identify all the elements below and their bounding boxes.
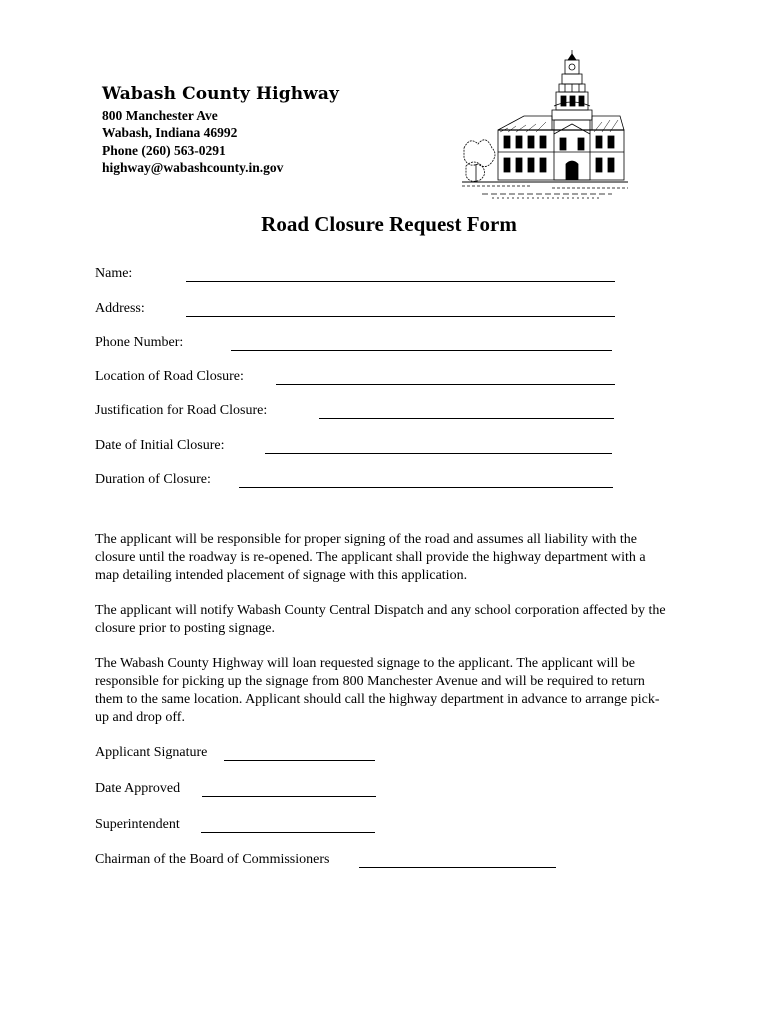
- date-approved-line[interactable]: [202, 796, 376, 797]
- applicant-signature-line[interactable]: [224, 760, 375, 761]
- terms-text-signage: The Wabash County Highway will loan requested signage to the applicant. The applicant will be responsible for picking up the signage from 800 Manchester Avenue and will be required to return them to the same location. Applicant should call the highway department in advance to arrange pick-up and drop off.: [95, 656, 660, 725]
- courthouse-illustration-icon: [462, 48, 628, 202]
- initial-closure-date-input-line[interactable]: [265, 453, 612, 454]
- date-approved-label: Date Approved: [95, 781, 181, 796]
- terms-text-liability: The applicant will be responsible for proper signing of the road and assumes all liability with the closure until the roadway is re-opened. The applicant shall provide the highway department with a map detailing intended placement of signage with this application.: [95, 532, 646, 583]
- closure-duration-label: Duration of Closure:: [95, 472, 211, 487]
- email-address: highway@wabashcounty.in.gov: [102, 160, 284, 175]
- address-input-line[interactable]: [186, 316, 615, 317]
- phone-number-field[interactable]: [95, 335, 625, 355]
- address-line-1: 800 Manchester Ave: [102, 108, 218, 123]
- address-label: Address:: [95, 301, 145, 316]
- justification-input-line[interactable]: [319, 418, 614, 419]
- location-input-line[interactable]: [276, 384, 615, 385]
- chairman-signature-field[interactable]: [95, 852, 565, 872]
- name-label: Name:: [95, 266, 133, 281]
- superintendent-label: Superintendent: [95, 817, 180, 832]
- initial-closure-date-label: Date of Initial Closure:: [95, 438, 225, 453]
- form-title: Road Closure Request Form: [261, 212, 517, 236]
- org-name: Wabash County Highway: [102, 84, 340, 104]
- chairman-label: Chairman of the Board of Commissioners: [95, 852, 330, 867]
- applicant-signature-label: Applicant Signature: [95, 745, 208, 760]
- phone-number: Phone (260) 563-0291: [102, 143, 226, 158]
- terms-text-notify: The applicant will notify Wabash County Central Dispatch and any school corporation affected by the closure prior to posting signage.: [95, 603, 666, 636]
- applicant-signature-field[interactable]: [95, 745, 385, 765]
- superintendent-line[interactable]: [201, 832, 375, 833]
- initial-closure-date-field[interactable]: [95, 438, 625, 458]
- date-approved-field[interactable]: [95, 781, 385, 801]
- phone-number-input-line[interactable]: [231, 350, 612, 351]
- superintendent-field[interactable]: [95, 817, 385, 837]
- closure-duration-input-line[interactable]: [239, 487, 613, 488]
- name-field[interactable]: [95, 266, 625, 286]
- terms-paragraph-signage: [95, 655, 670, 727]
- justification-field[interactable]: [95, 403, 625, 423]
- address-field[interactable]: [95, 301, 625, 321]
- terms-paragraph-liability: [95, 531, 670, 585]
- justification-label: Justification for Road Closure:: [95, 403, 268, 418]
- location-field[interactable]: [95, 369, 625, 389]
- name-input-line[interactable]: [186, 281, 615, 282]
- phone-number-label: Phone Number:: [95, 335, 184, 350]
- address-line-2: Wabash, Indiana 46992: [102, 125, 238, 140]
- terms-paragraph-notify: [95, 602, 670, 638]
- chairman-signature-line[interactable]: [359, 867, 556, 868]
- location-label: Location of Road Closure:: [95, 369, 244, 384]
- closure-duration-field[interactable]: [95, 472, 625, 492]
